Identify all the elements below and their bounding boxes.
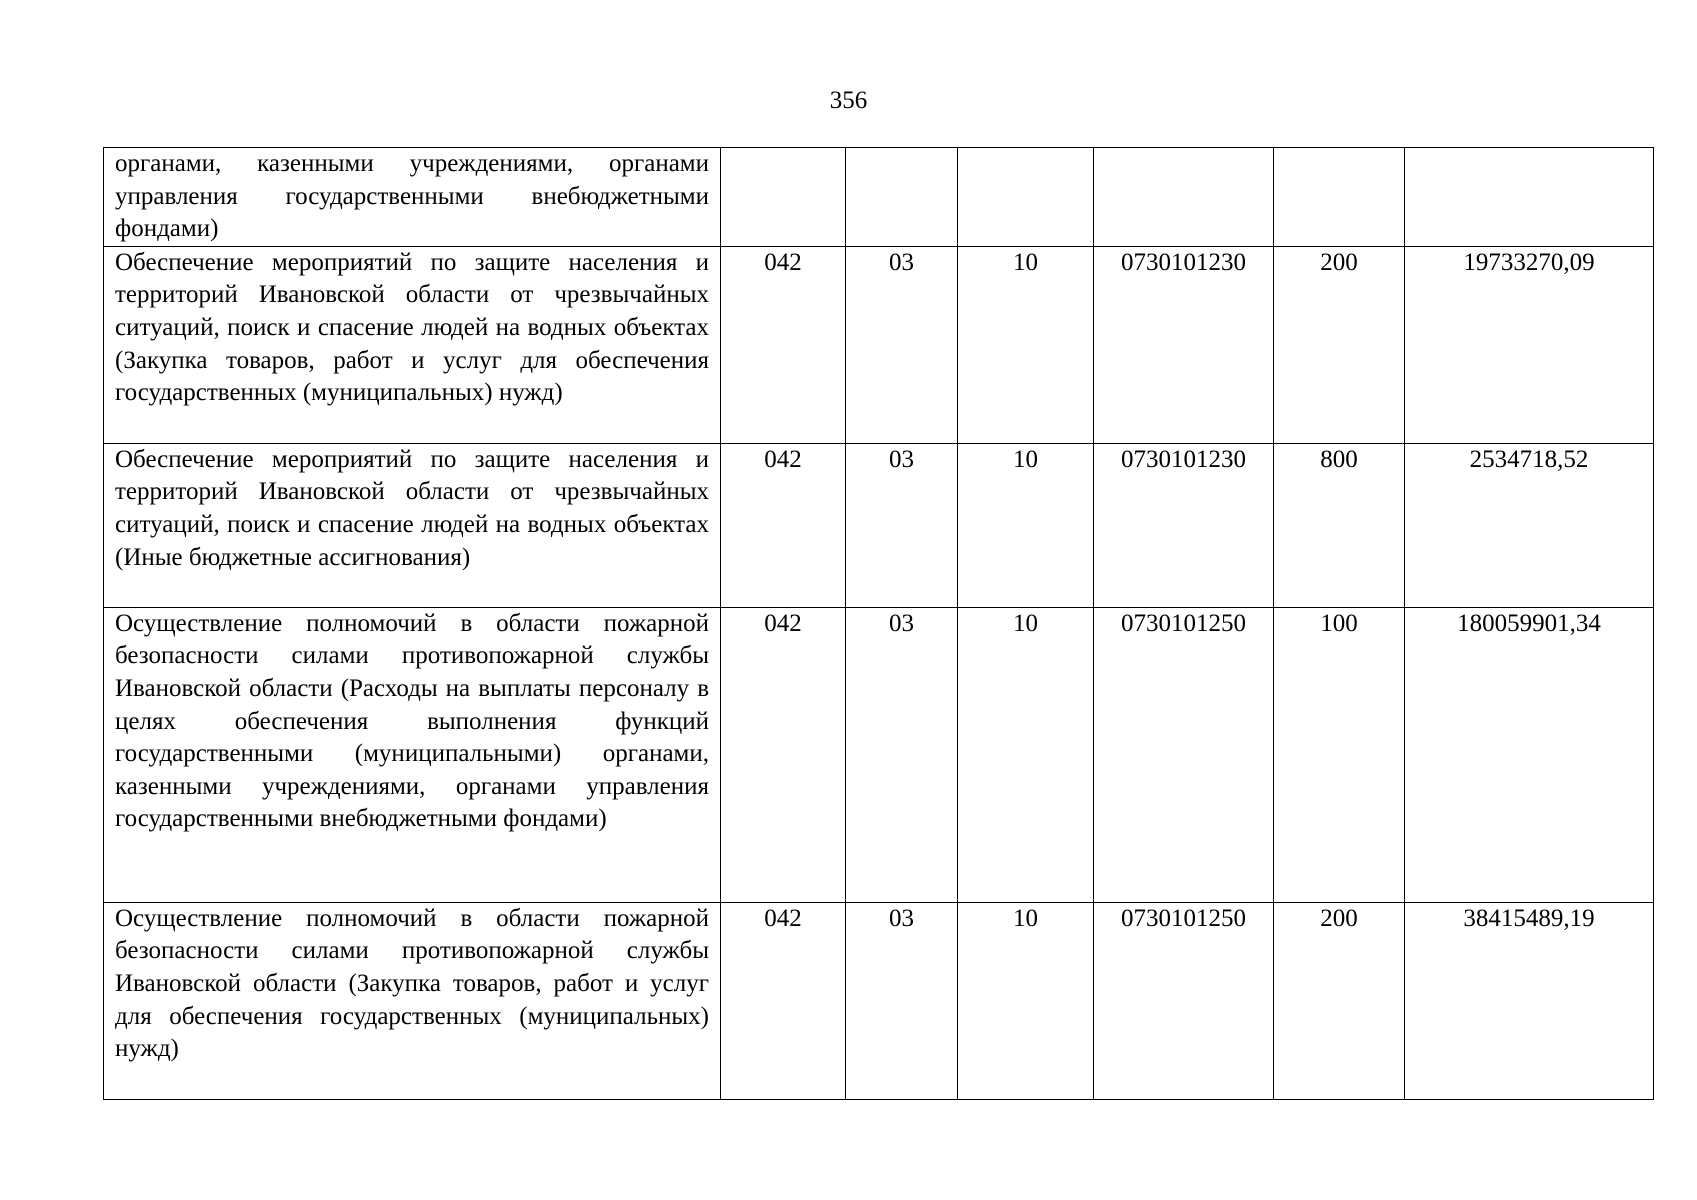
row-description: Осуществление полномочий в области пожарной безопасности силами противопожарной службы Ивановской области (Расходы на выплаты персоналу в целях обеспечения выполнения функций государственными (муниципальными) органами, казенными учреждениями, органами управления государственными внебюджетными фондами) xyxy=(104,607,721,902)
subsection-code: 10 xyxy=(958,443,1094,607)
section-code xyxy=(846,148,958,247)
row-description: органами, казенными учреждениями, органами управления государственными внебюджетными фондами) xyxy=(104,148,721,247)
section-code: 03 xyxy=(846,902,958,1099)
ministry-code xyxy=(721,148,846,247)
section-code: 03 xyxy=(846,246,958,443)
section-code: 03 xyxy=(846,607,958,902)
ministry-code: 042 xyxy=(721,607,846,902)
subsection-code: 10 xyxy=(958,246,1094,443)
amount: 38415489,19 xyxy=(1405,902,1654,1099)
target-article-code: 0730101230 xyxy=(1094,246,1274,443)
amount: 19733270,09 xyxy=(1405,246,1654,443)
ministry-code: 042 xyxy=(721,443,846,607)
row-description: Обеспечение мероприятий по защите населения и территорий Ивановской области от чрезвычайных ситуаций, поиск и спасение людей на водных объектах (Закупка товаров, работ и услуг для обеспечения государственных (муниципальных) нужд) xyxy=(104,246,721,443)
expense-type-code: 200 xyxy=(1274,246,1405,443)
target-article-code xyxy=(1094,148,1274,247)
table-row xyxy=(104,443,1654,607)
table-row xyxy=(104,607,1654,902)
budget-table xyxy=(103,147,1654,1100)
target-article-code: 0730101250 xyxy=(1094,607,1274,902)
amount xyxy=(1405,148,1654,247)
expense-type-code: 100 xyxy=(1274,607,1405,902)
expense-type-code: 200 xyxy=(1274,902,1405,1099)
amount: 180059901,34 xyxy=(1405,607,1654,902)
table-row xyxy=(104,246,1654,443)
page-number: 356 xyxy=(829,87,868,114)
target-article-code: 0730101250 xyxy=(1094,902,1274,1099)
subsection-code xyxy=(958,148,1094,247)
section-code: 03 xyxy=(846,443,958,607)
subsection-code: 10 xyxy=(958,607,1094,902)
expense-type-code xyxy=(1274,148,1405,247)
row-description: Обеспечение мероприятий по защите населения и территорий Ивановской области от чрезвычайных ситуаций, поиск и спасение людей на водных объектах (Иные бюджетные ассигнования) xyxy=(104,443,721,607)
amount: 2534718,52 xyxy=(1405,443,1654,607)
target-article-code: 0730101230 xyxy=(1094,443,1274,607)
row-description: Осуществление полномочий в области пожарной безопасности силами противопожарной службы Ивановской области (Закупка товаров, работ и услуг для обеспечения государственных (муниципальных) нужд) xyxy=(104,902,721,1099)
ministry-code: 042 xyxy=(721,902,846,1099)
table-row xyxy=(104,902,1654,1099)
subsection-code: 10 xyxy=(958,902,1094,1099)
expense-type-code: 800 xyxy=(1274,443,1405,607)
ministry-code: 042 xyxy=(721,246,846,443)
table-row xyxy=(104,148,1654,247)
